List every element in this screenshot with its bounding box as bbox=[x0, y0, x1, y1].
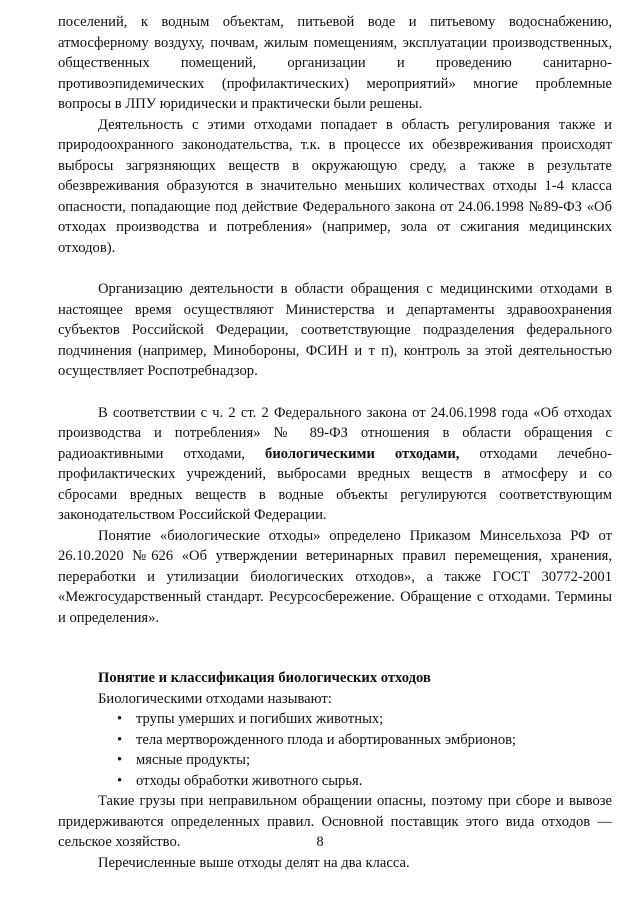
list-item: • мясные продукты; bbox=[58, 750, 612, 771]
bio-waste-list bbox=[58, 709, 612, 791]
list-item: • отходы обработки животного сырья. bbox=[58, 771, 612, 792]
paragraph-classes: Перечисленные выше отходы делят на два класса. bbox=[98, 854, 410, 871]
bullet-icon: • bbox=[117, 711, 123, 727]
paragraph-spacer bbox=[58, 648, 612, 668]
section-heading: Понятие и классификация биологических отходов bbox=[98, 670, 431, 686]
paragraph-spacer bbox=[58, 382, 612, 403]
paragraph-organization: Организацию деятельности в области обращения с медицинскими отходами в настоящее время осуществляют Министерства и департаменты здравоохранения субъектов Российской Федерации, соответствующие подразделения федерального подчинения (например, Минобороны, ФСИН и т п), контроль за этой деятельностью осуществляет Роспотребнадзор. bbox=[58, 281, 612, 379]
list-item: • тела мертворожденного плода и абортированных эмбрионов; bbox=[58, 730, 612, 751]
bold-term: биологическими отходами, bbox=[265, 445, 460, 462]
bullet-icon: • bbox=[117, 731, 123, 748]
document-page bbox=[58, 12, 612, 873]
text-run: отходами лечебно-профилактических учреждений, выбросами вредных веществ в атмосферу и со сбросами вредных веществ в водные объекты регулируются соответствующим законодательством Российской Федерации. bbox=[58, 445, 612, 523]
page-number: 8 bbox=[316, 834, 324, 850]
paragraph-spacer bbox=[58, 258, 612, 279]
bullet-icon: • bbox=[117, 772, 123, 789]
list-intro: Биологическими отходами называют: bbox=[98, 690, 332, 707]
paragraph-continued: поселений, к водным объектам, питьевой воде и питьевому водоснабжению, атмосферному воздуху, почвам, жилым помещениям, эксплуатации производственных, общественных помещений, организации и проведению санитарно-противоэпидемических (профилактических) мероприятий» многие проблемные вопросы в ЛПУ юридически и практически были решены. bbox=[58, 14, 612, 112]
paragraph-federal-law bbox=[58, 403, 612, 526]
paragraph-environmental-law: Деятельность с этими отходами попадает в область регулирования также и природоохранного законодательства, т.к. в процессе их обезвреживания происходят выбросы загрязняющих веществ в окружающую среду, а также в результате обезвреживания образуются в значительно меньших количествах отходы 1-4 класса опасности, попадающие под действие Федерального закона от 24.06.1998 №89-ФЗ «Об отходах производства и потребления» (например, зола от сжигания медицинских отходов). bbox=[58, 116, 612, 256]
paragraph-definition: Понятие «биологические отходы» определено Приказом Минсельхоза РФ от 26.10.2020 №626 «Об утверждении ветеринарных правил перемещения, хранения, переработки и утилизации биологических отходов», а также ГОСТ 30772-2001 «Межгосударственный стандарт. Ресурсосбережение. Обращение с отходами. Термины и определения». bbox=[58, 527, 612, 626]
paragraph-hazard: Такие грузы при неправильном обращении опасны, поэтому при сборе и вывозе придерживаются определенных правил. Основной поставщик этого вида отходов — сельское хозяйство. bbox=[58, 793, 612, 850]
text-run: В соответствии с ч. 2 ст. 2 Федерального закона от 24.06.1998 года «Об отходах производства и потребления» № 89-ФЗ отношения в области обращения с радиоактивными отходами, bbox=[58, 404, 612, 462]
list-item: • трупы умерших и погибших животных; bbox=[58, 709, 612, 730]
paragraph-spacer bbox=[58, 628, 612, 648]
bullet-icon: • bbox=[117, 752, 123, 768]
